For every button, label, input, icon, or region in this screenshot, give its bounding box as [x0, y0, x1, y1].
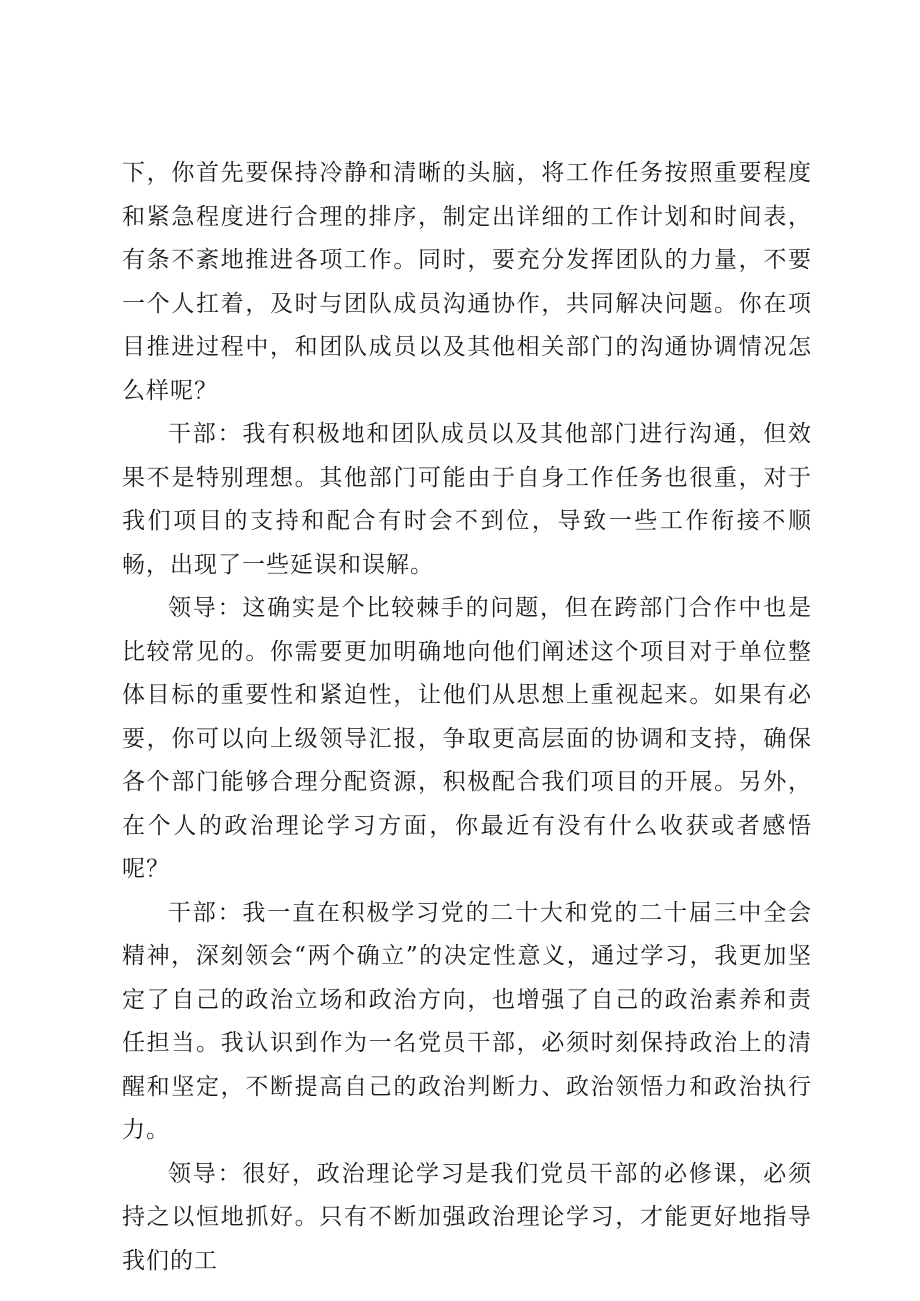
paragraph [122, 152, 812, 413]
speaker-label: 干部： [168, 421, 243, 447]
paragraph [122, 892, 812, 1153]
speaker-label: 领导： [168, 1160, 243, 1187]
paragraph-text: 这确实是个比较棘手的问题，但在跨部门合作中也是比较常见的。你需要更加明确地向他们阐述这个项目对于单位整体目标的重要性和紧迫性，让他们从思想上重视起来。如果有必要，你可以向上级领导汇报，争取更高层面的协调和支持，确保各个部门能够合理分配资源，积极配合我们项目的开展。另外，在个人的政治理论学习方面，你最近有没有什么收获或者感悟呢？ [122, 595, 813, 882]
speaker-label: 干部： [168, 899, 243, 926]
paragraph [122, 413, 812, 587]
paragraph-text: 很好，政治理论学习是我们党员干部的必修课，必须持之以恒地抓好。只有不断加强政治理论学习，才能更好地指导我们的工 [122, 1160, 813, 1274]
paragraph-text: 我一直在积极学习党的二十大和党的二十届三中全会精神，深刻领会“两个确立”的决定性意义，通过学习，我更加坚定了自己的政治立场和政治方向，也增强了自己的政治素养和责任担当。我认识到作为一名党员干部，必须时刻保持政治上的清醒和坚定，不断提高自己的政治判断力、政治领悟力和政治执行力。 [122, 899, 813, 1143]
paragraph-text: 下，你首先要保持冷静和清晰的头脑，将工作任务按照重要程度和紧急程度进行合理的排序，制定出详细的工作计划和时间表，有条不紊地推进各项工作。同时，要充分发挥团队的力量，不要一个人扛着，及时与团队成员沟通协作，共同解决问题。你在项目推进过程中，和团队成员以及其他相关部门的沟通协调情况怎么样呢？ [122, 160, 812, 404]
paragraph [122, 587, 812, 892]
paragraph-text: 我有积极地和团队成员以及其他部门进行沟通，但效果不是特别理想。其他部门可能由于自身工作任务也很重，对于我们项目的支持和配合有时会不到位，导致一些工作衔接不顺畅，出现了一些延误和误解。 [122, 421, 813, 578]
document-body [122, 152, 812, 1283]
paragraph [122, 1153, 812, 1284]
speaker-label: 领导： [168, 595, 243, 621]
